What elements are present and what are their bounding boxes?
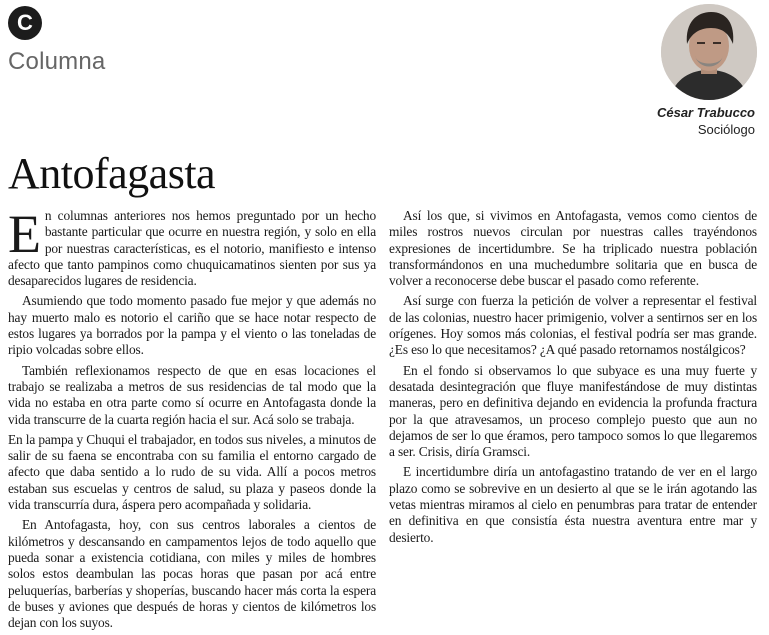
article-paragraph: Así los que, si vivimos en Antofagasta, vemos como cientos de miles rostros nuevos circulan por nuestras calles trayéndonos expresiones de incertidumbre. Se ha triplicado nuestra población transformándonos en una muchedumbre solitaria que en busca de volver a reconocerse debe buscar el pasado como referente. <box>389 208 757 289</box>
article-paragraph <box>8 204 376 289</box>
section-badge: C <box>8 6 42 40</box>
article-paragraph: También reflexionamos respecto de que en esas locaciones el trabajo se realizaba a metros de sus residencias de tal modo que la vida no estaba en otra parte como sí ocurre en Antofagasta donde la vida transcurre de la cuarta región hacia el sur. Acá solo se trabaja. <box>8 362 376 427</box>
author-name: César Trabucco <box>656 105 755 120</box>
paragraph-text: n columnas anteriores nos hemos preguntado por un hecho bastante particular que ocurre en nuestra región, y solo en ella por nuestras características, es el notorio, manifiesto e intenso afecto que tanto pampinos como chuquicamatinos sienten por sus ya desaparecidos lugares de residencia. <box>8 208 376 289</box>
drop-cap: E <box>8 204 41 264</box>
article-column-left <box>8 204 376 635</box>
article-paragraph: En Antofagasta, hoy, con sus centros laborales a cientos de kilómetros y descansando en campamentos lejos de todo aquello que pueda sonar a existencia cotidiana, con miles y miles de hombres solos estos deambulan las pocas horas que pasan por acá entre peluquerías, barberías y shoperías, buscando hacer más corta la espera de buses y aviones que después de horas y cientos de kilómetros los dejan con los suyos. <box>8 517 376 631</box>
article-column-right <box>389 208 757 550</box>
author-photo <box>661 4 757 100</box>
article-paragraph: Asumiendo que todo momento pasado fue mejor y que además no hay muerto malo es notorio el cariño que se hace notar respecto de estos lugares ya borrados por la pampa y el viento o las toneladas de ripio volcadas sobre ellos. <box>8 293 376 358</box>
author-role: Sociólogo <box>697 122 755 137</box>
article-title: Antofagasta <box>8 149 216 198</box>
author-portrait-icon <box>661 4 757 100</box>
article-paragraph: Así surge con fuerza la petición de volver a representar el festival de las colonias, nuestro hacer primigenio, volver a sentirnos ser en los orígenes. Hoy somos más colonias, el festival podría ser mas grande. ¿Es eso lo que necesitamos? ¿A qué pasado retornamos nostálgicos? <box>389 293 757 358</box>
article-paragraph: E incertidumbre diría un antofagastino tratando de ver en el largo plazo como se sobrevive en un desierto al que se le irán agotando las vetas mientras miramos al cielo en penumbras para tratar de entender en definitiva en que consistía ésta nuestra aventura entre mar y desierto. <box>389 464 757 545</box>
article-paragraph: En el fondo si observamos lo que subyace es una muy fuerte y desatada desintegración que fluye manifestándose de muy distintas maneras, pero en definitiva dejando en evidencia la profunda fractura por la que atravesamos, un proceso complejo puesto que aun no dejamos de ser lo que éramos, pero tampoco somos lo que llegaremos a ser. Crisis, diría Gramsci. <box>389 362 757 460</box>
section-label: Columna <box>8 48 106 75</box>
article-paragraph: En la pampa y Chuqui el trabajador, en todos sus niveles, a minutos de salir de su faena se encontraba con su familia el entorno cargado de afecto que daba sentido a lo rudo de su vida. Allí a pocos metros estaban sus escuelas y centros de salud, su plaza y paseos donde la vida transcurría dura, áspera pero acompañada y solidaria. <box>8 431 376 513</box>
